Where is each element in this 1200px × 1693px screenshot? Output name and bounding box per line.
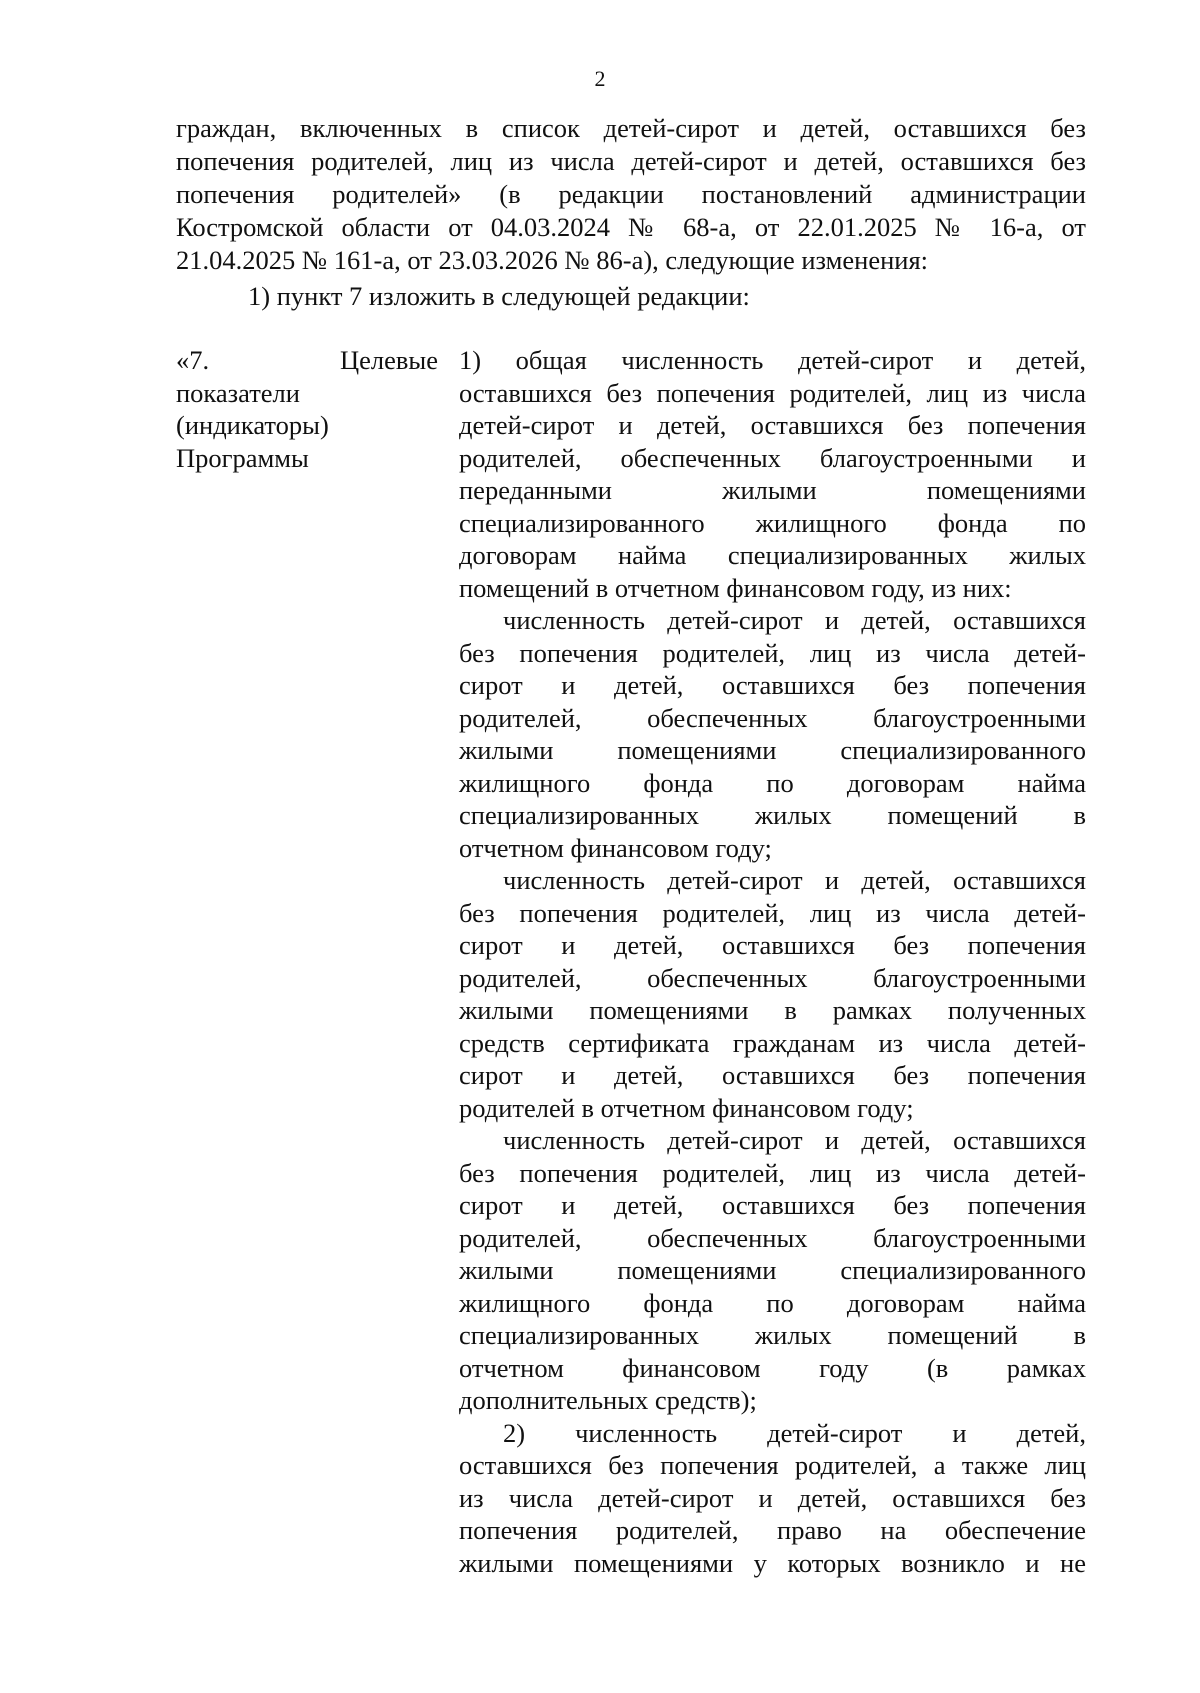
- indicator-line: сирот и детей, оставшихся без попечения: [459, 930, 1086, 960]
- intro-line: попечения родителей» (в редакции постановлений администрации: [176, 179, 1086, 209]
- indicator-line: оставшихся без попечения родителей, лиц из числа: [459, 377, 1086, 408]
- indicator-line: 2) численность детей-сирот и детей,: [503, 1417, 1086, 1448]
- indicator-line: без попечения родителей, лиц из числа детей-: [459, 637, 1086, 668]
- table-right-cell: [459, 344, 1086, 1579]
- section-heading-row: [176, 344, 438, 377]
- indicator-line: отчетном финансовом году;: [459, 832, 772, 863]
- indicator-line: попечения родителей, право на обеспечение: [459, 1515, 1086, 1545]
- section-number: «7.: [176, 345, 210, 375]
- intro-paragraph: [176, 112, 1086, 277]
- indicator-line: специализированного жилищного фонда по: [459, 507, 1086, 538]
- indicator-line: родителей, обеспеченных благоустроенными: [459, 962, 1086, 993]
- indicator-line: дополнительных средств);: [459, 1385, 757, 1415]
- indicator-line: договорам найма специализированных жилых: [459, 540, 1086, 570]
- indicator-line: жилищного фонда по договорам найма: [459, 1287, 1086, 1318]
- intro-line: попечения родителей, лиц из числа детей-сирот и детей, оставшихся без: [176, 146, 1086, 176]
- section-title-word: Целевые: [340, 345, 438, 375]
- section-title-line: показатели: [176, 377, 300, 408]
- indicator-line: родителей в отчетном финансовом году;: [459, 1092, 914, 1123]
- indicator-line: помещений в отчетном финансовом году, из них:: [459, 572, 1012, 603]
- intro-line: граждан, включенных в список детей-сирот и детей, оставшихся без: [176, 113, 1086, 143]
- indicator-line: детей-сирот и детей, оставшихся без попечения: [459, 410, 1086, 440]
- indicator-line: родителей, обеспеченных благоустроенными и: [459, 442, 1086, 473]
- indicator-line: родителей, обеспеченных благоустроенными: [459, 702, 1086, 733]
- section-title-line: Программы: [176, 442, 309, 473]
- indicator-line: без попечения родителей, лиц из числа детей-: [459, 897, 1086, 928]
- indicator-line: переданными жилыми помещениями: [459, 475, 1086, 505]
- indicator-line: оставшихся без попечения родителей, а также лиц: [459, 1450, 1086, 1480]
- indicator-line: сирот и детей, оставшихся без попечения: [459, 1060, 1086, 1090]
- indicator-line: сирот и детей, оставшихся без попечения: [459, 1190, 1086, 1220]
- indicator-line: из числа детей-сирот и детей, оставшихся без: [459, 1482, 1086, 1513]
- indicator-line: сирот и детей, оставшихся без попечения: [459, 670, 1086, 700]
- indicator-line: численность детей-сирот и детей, оставшихся: [503, 865, 1086, 895]
- indicator-line: специализированных жилых помещений в: [459, 800, 1086, 830]
- indicator-line: специализированных жилых помещений в: [459, 1320, 1086, 1350]
- indicator-line: численность детей-сирот и детей, оставшихся: [503, 605, 1086, 635]
- indicator-line: жилыми помещениями специализированного: [459, 735, 1086, 765]
- indicator-line: без попечения родителей, лиц из числа детей-: [459, 1157, 1086, 1188]
- indicator-line: жилыми помещениями в рамках полученных: [459, 995, 1086, 1025]
- indicator-line: отчетном финансовом году (в рамках: [459, 1352, 1086, 1383]
- indicator-line: жилыми помещениями специализированного: [459, 1255, 1086, 1285]
- indicator-line: жилыми помещениями у которых возникло и не: [459, 1547, 1086, 1578]
- indicator-line: 1) общая численность детей-сирот и детей,: [459, 345, 1086, 375]
- amendment-item: 1) пункт 7 изложить в следующей редакции:: [248, 281, 750, 311]
- page-number: 2: [594, 66, 606, 91]
- indicator-line: жилищного фонда по договорам найма: [459, 767, 1086, 798]
- intro-line: Костромской области от 04.03.2024 № 68-а, от 22.01.2025 № 16-а, от: [176, 212, 1086, 242]
- indicator-line: средств сертификата гражданам из числа детей-: [459, 1027, 1086, 1058]
- indicator-line: численность детей-сирот и детей, оставшихся: [503, 1125, 1086, 1155]
- indicator-line: родителей, обеспеченных благоустроенными: [459, 1222, 1086, 1253]
- table-left-cell: [176, 344, 438, 474]
- intro-line: 21.04.2025 № 161-а, от 23.03.2026 № 86-а), следующие изменения:: [176, 245, 928, 275]
- section-title-line: (индикаторы): [176, 410, 329, 440]
